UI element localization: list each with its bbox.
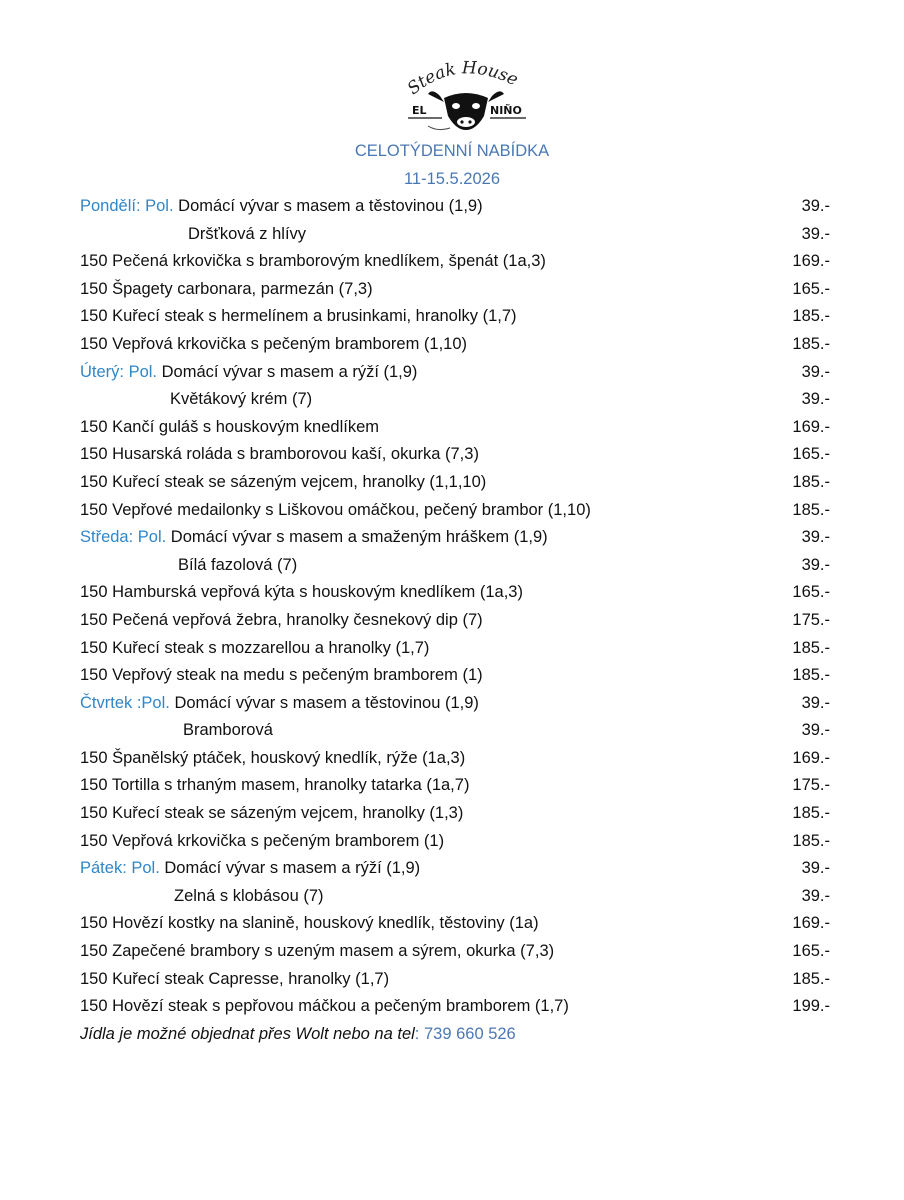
dish-price: 39.-	[801, 555, 830, 574]
day-label: Středa: Pol.	[80, 528, 167, 547]
dish-price: 175.-	[792, 610, 830, 629]
dish-price: 39.-	[801, 362, 830, 381]
dish-price: 185.-	[792, 831, 830, 850]
dish-name: Bílá fazolová (7)	[178, 555, 298, 574]
dish-price: 39.-	[801, 528, 830, 547]
dish-price: 169.-	[792, 252, 830, 271]
menu-item	[80, 855, 830, 883]
menu-item-desc	[80, 252, 546, 270]
day-label: Úterý: Pol.	[80, 362, 158, 381]
dish-price: 169.-	[792, 914, 830, 933]
dish-price: 185.-	[792, 638, 830, 657]
dish-price: 39.-	[801, 693, 830, 712]
order-note-text: Jídla je možné objednat přes Wolt nebo na tel	[80, 1025, 415, 1043]
dish-price: 165.-	[792, 942, 830, 961]
menu-item	[80, 717, 830, 745]
menu-item	[80, 331, 830, 359]
dish-name: 150 Kuřecí steak Capresse, hranolky (1,7)	[80, 969, 390, 988]
dish-name: 150 Kuřecí steak s mozzarellou a hranolky (1,7)	[80, 638, 430, 657]
dish-name: Bramborová	[183, 721, 273, 740]
dish-name: 150 Vepřová krkovička s pečeným bramborem (1)	[80, 831, 445, 850]
menu-item-desc	[80, 914, 539, 932]
menu-item	[80, 800, 830, 828]
dish-name: 150 Zapečené brambory s uzeným masem a sýrem, okurka (7,3)	[80, 942, 555, 961]
steak-house-logo	[398, 58, 534, 136]
menu-item-desc	[80, 583, 523, 601]
dish-name: Domácí vývar s masem a rýží (1,9)	[159, 859, 421, 878]
menu-item	[80, 910, 830, 938]
dish-name: Květákový krém (7)	[170, 390, 313, 409]
dish-price: 185.-	[792, 500, 830, 519]
menu-item-desc	[80, 307, 517, 325]
menu-item	[80, 303, 830, 331]
day-label: Pondělí: Pol.	[80, 197, 174, 215]
dish-name: Domácí vývar s masem a těstovinou (1,9)	[173, 197, 483, 215]
menu-item-desc	[80, 694, 479, 712]
dish-name: 150 Hamburská vepřová kýta s houskovým knedlíkem (1a,3)	[80, 583, 523, 602]
logo-el: EL	[412, 104, 427, 117]
menu-item	[80, 635, 830, 663]
menu-list	[80, 193, 830, 1021]
menu-item-desc	[80, 335, 467, 353]
dish-name: Domácí vývar s masem a těstovinou (1,9)	[169, 693, 479, 712]
phone-number: 739 660 526	[419, 1025, 516, 1043]
dish-price: 185.-	[792, 307, 830, 326]
menu-item-desc	[80, 611, 483, 629]
dish-price: 185.-	[792, 666, 830, 685]
dish-price: 169.-	[792, 748, 830, 767]
menu-item-desc	[80, 418, 379, 436]
dish-name: 150 Pečená krkovička s bramborovým knedlíkem, špenát (1a,3)	[80, 252, 546, 271]
menu-item-desc	[80, 776, 469, 794]
menu-item	[80, 386, 830, 414]
menu-item	[80, 883, 830, 911]
menu-item	[80, 828, 830, 856]
dish-price: 39.-	[801, 886, 830, 905]
menu-item	[80, 441, 830, 469]
dish-name: 150 Vepřový steak na medu s pečeným bramborem (1)	[80, 666, 483, 685]
dish-name: 150 Kuřecí steak s hermelínem a brusinkami, hranolky (1,7)	[80, 307, 517, 326]
menu-item-desc	[80, 501, 591, 519]
menu-item	[80, 552, 830, 580]
dish-name: 150 Špagety carbonara, parmezán (7,3)	[80, 279, 373, 298]
menu-item	[80, 690, 830, 718]
dish-name: 150 Hovězí kostky na slanině, houskový knedlík, těstoviny (1a)	[80, 914, 539, 933]
menu-item-desc	[80, 666, 483, 684]
dish-price: 39.-	[801, 859, 830, 878]
menu-item-desc	[80, 997, 569, 1015]
logo-nino: NIÑO	[490, 104, 522, 117]
dish-price: 185.-	[792, 334, 830, 353]
menu-item-desc	[80, 528, 548, 546]
dish-name: 150 Kuřecí steak se sázeným vejcem, hranolky (1,1,10)	[80, 472, 487, 491]
dish-name: 150 Vepřová krkovička s pečeným bramborem (1,10)	[80, 334, 468, 353]
menu-item-desc	[80, 445, 479, 463]
menu-item	[80, 497, 830, 525]
menu-title: CELOTÝDENNÍ NABÍDKA	[354, 142, 550, 160]
menu-item-desc	[80, 639, 429, 657]
menu-item-desc	[80, 225, 306, 243]
menu-item-desc	[80, 832, 444, 850]
menu-dates: 11-15.5.2026	[403, 170, 501, 188]
dish-name: 150 Pečená vepřová žebra, hranolky česnekový dip (7)	[80, 610, 483, 629]
menu-item	[80, 966, 830, 994]
menu-item	[80, 221, 830, 249]
menu-item	[80, 579, 830, 607]
menu-item	[80, 938, 830, 966]
dish-name: Domácí vývar s masem a smaženým hráškem (1,9)	[166, 528, 548, 547]
menu-item	[80, 662, 830, 690]
menu-item	[80, 414, 830, 442]
menu-item-desc	[80, 749, 465, 767]
dish-price: 175.-	[792, 776, 830, 795]
order-note-colon: :	[414, 1025, 420, 1043]
menu-item	[80, 524, 830, 552]
svg-text:Steak House	[404, 58, 521, 99]
menu-item-desc	[80, 363, 417, 381]
dish-price: 165.-	[792, 279, 830, 298]
dish-name: 150 Tortilla s trhaným masem, hranolky tatarka (1a,7)	[80, 776, 470, 795]
order-note	[80, 1025, 516, 1044]
menu-item	[80, 993, 830, 1021]
dish-price: 185.-	[792, 969, 830, 988]
dish-name: 150 Husarská roláda s bramborovou kaší, okurka (7,3)	[80, 445, 479, 464]
menu-item	[80, 745, 830, 773]
menu-item	[80, 248, 830, 276]
menu-item-desc	[80, 280, 373, 298]
menu-item-desc	[80, 887, 324, 905]
dish-price: 185.-	[792, 472, 830, 491]
menu-item	[80, 469, 830, 497]
dish-price: 39.-	[801, 197, 830, 215]
dish-name: Zelná s klobásou (7)	[174, 886, 324, 905]
dish-name: 150 Kuřecí steak se sázeným vejcem, hranolky (1,3)	[80, 804, 464, 823]
dish-name: 150 Hovězí steak s pepřovou máčkou a pečeným bramborem (1,7)	[80, 997, 569, 1016]
dish-name: Domácí vývar s masem a rýží (1,9)	[157, 362, 418, 381]
menu-item	[80, 276, 830, 304]
dish-price: 165.-	[792, 445, 830, 464]
menu-item-desc	[80, 942, 554, 960]
dish-price: 185.-	[792, 804, 830, 823]
dish-price: 199.-	[792, 997, 830, 1016]
menu-item	[80, 193, 830, 221]
menu-item-desc	[80, 804, 463, 822]
menu-item-desc	[80, 859, 420, 877]
menu-item-desc	[80, 970, 389, 988]
menu-item	[80, 772, 830, 800]
dish-price: 165.-	[792, 583, 830, 602]
dish-name: 150 Vepřové medailonky s Liškovou omáčkou, pečený brambor (1,10)	[80, 500, 591, 519]
menu-item-desc	[80, 473, 486, 491]
dish-name: 150 Španělský ptáček, houskový knedlík, rýže (1a,3)	[80, 748, 466, 767]
menu-item-desc	[80, 556, 297, 574]
menu-item	[80, 607, 830, 635]
menu-item-desc	[80, 197, 483, 215]
dish-name: 150 Kančí guláš s houskovým knedlíkem	[80, 417, 379, 436]
day-label: Čtvrtek :Pol.	[80, 693, 170, 712]
dish-name: Dršťková z hlívy	[188, 224, 307, 243]
menu-item-desc	[80, 721, 273, 739]
logo-title: Steak House	[403, 58, 522, 100]
menu-item	[80, 359, 830, 387]
dish-price: 39.-	[801, 224, 830, 243]
dish-price: 39.-	[801, 390, 830, 409]
dish-price: 169.-	[792, 417, 830, 436]
day-label: Pátek: Pol.	[80, 859, 160, 878]
dish-price: 39.-	[801, 721, 830, 740]
menu-item-desc	[80, 390, 312, 408]
